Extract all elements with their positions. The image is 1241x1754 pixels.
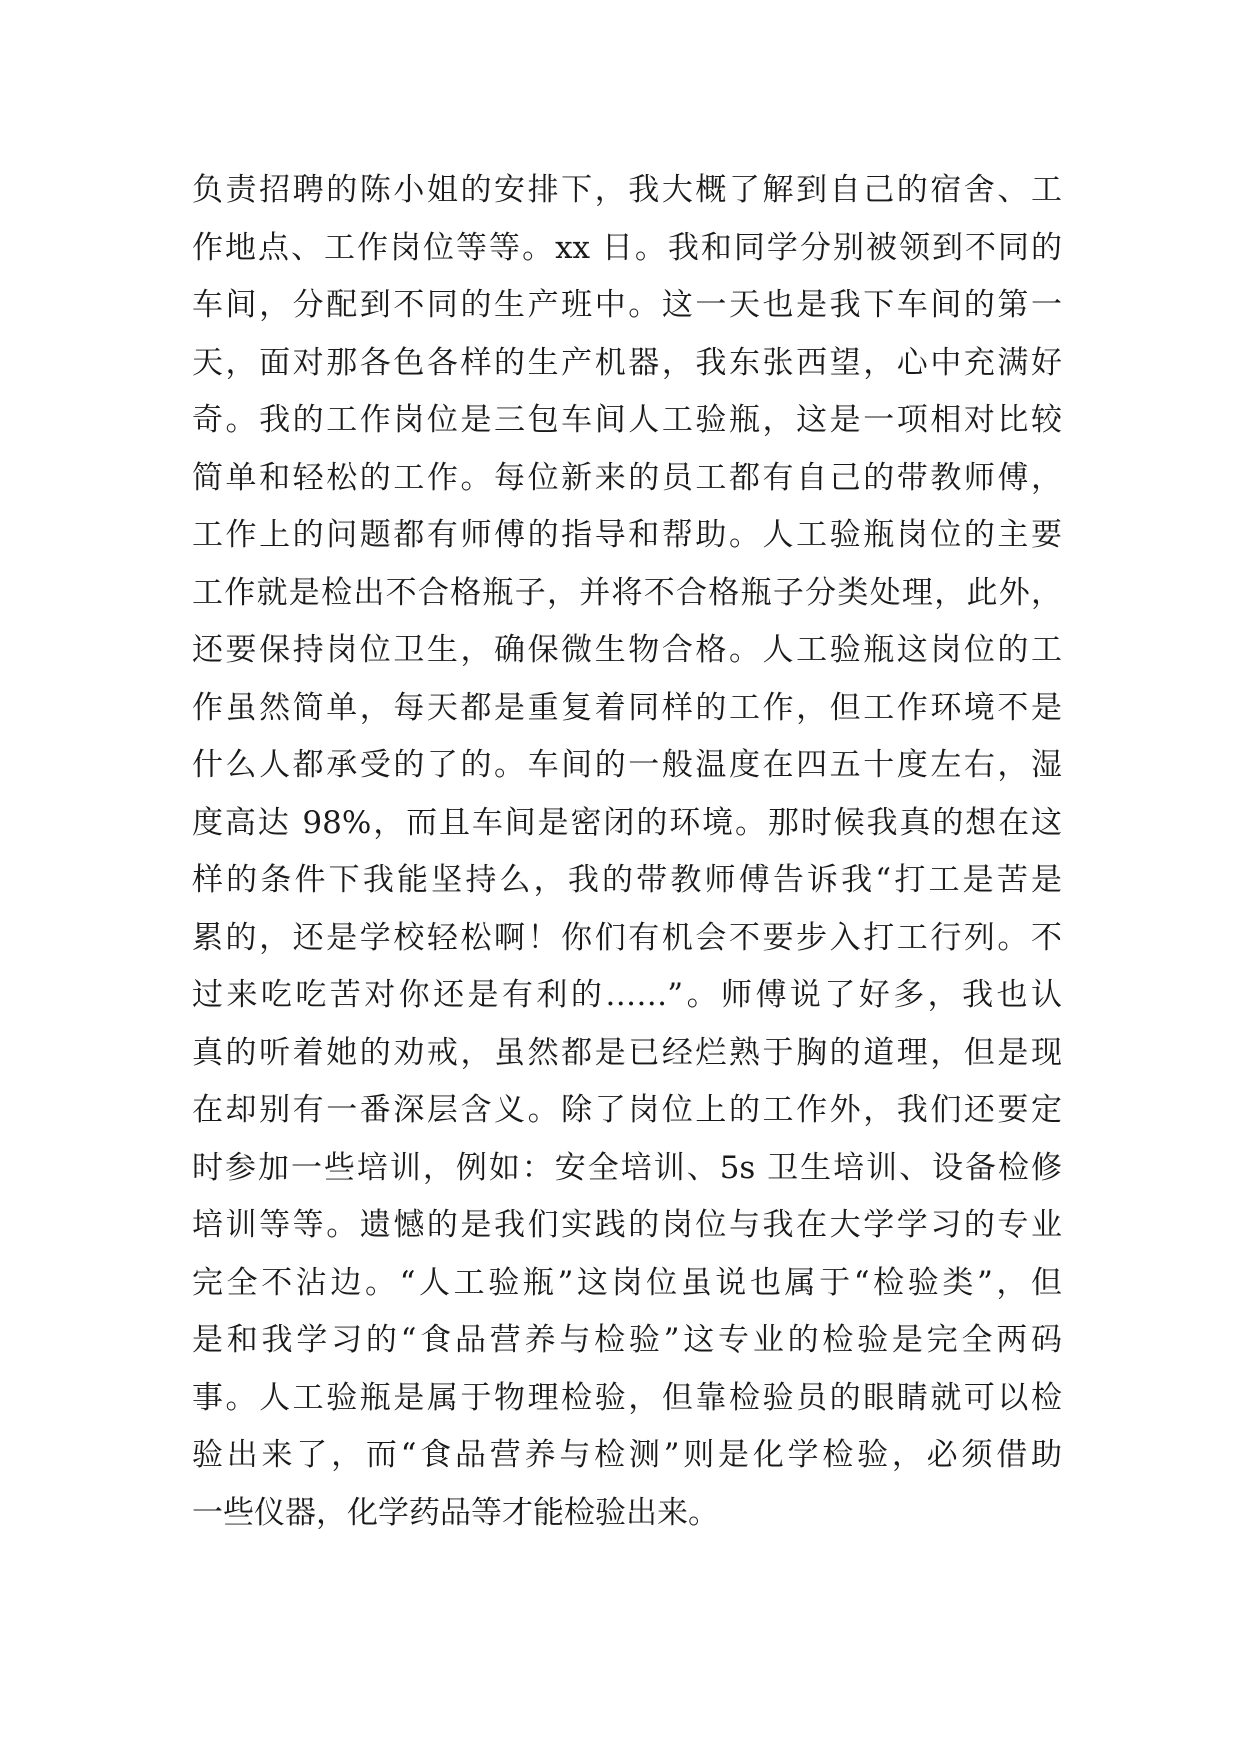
text-line: 是和我学习的“食品营养与检验”这专业的检验是完全两码 xyxy=(192,1322,1062,1358)
text-line: 负责招聘的陈小姐的安排下，我大概了解到自己的宿舍、工 xyxy=(192,172,1062,208)
text-line: 累的，还是学校轻松啊！你们有机会不要步入打工行列。不 xyxy=(192,919,1062,956)
text-line: 过来吃吃苦对你还是有利的……”。师傅说了好多，我也认 xyxy=(192,977,1062,1013)
text-line: 事。人工验瓶是属于物理检验，但靠检验员的眼睛就可以检 xyxy=(192,1379,1062,1416)
text-line: 还要保持岗位卫生，确保微生物合格。人工验瓶这岗位的工 xyxy=(192,632,1062,668)
text-line: 简单和轻松的工作。每位新来的员工都有自己的带教师傅， xyxy=(192,459,1062,496)
text-line: 完全不沾边。“人工验瓶”这岗位虽说也属于“检验类”，但 xyxy=(192,1264,1062,1301)
text-line: 什么人都承受的了的。车间的一般温度在四五十度左右，湿 xyxy=(192,747,1062,783)
text-line: 在却别有一番深层含义。除了岗位上的工作外，我们还要定 xyxy=(192,1092,1062,1128)
text-line: 作地点、工作岗位等等。xx 日。我和同学分别被领到不同的 xyxy=(192,229,1062,266)
text-line: 时参加一些培训，例如：安全培训、5s 卫生培训、设备检修 xyxy=(192,1149,1062,1186)
text-line: 天，面对那各色各样的生产机器，我东张西望，心中充满好 xyxy=(192,344,1062,381)
text-line: 工作就是检出不合格瓶子，并将不合格瓶子分类处理，此外， xyxy=(192,574,1062,611)
text-line: 奇。我的工作岗位是三包车间人工验瓶，这是一项相对比较 xyxy=(192,402,1062,438)
text-line: 验出来了，而“食品营养与检测”则是化学检验，必须借助 xyxy=(192,1437,1062,1473)
text-line: 样的条件下我能坚持么，我的带教师傅告诉我“打工是苦是 xyxy=(192,862,1062,898)
text-line: 一些仪器，化学药品等才能检验出来。 xyxy=(192,1494,719,1531)
body-paragraph xyxy=(192,162,1062,1542)
text-line: 培训等等。遗憾的是我们实践的岗位与我在大学学习的专业 xyxy=(192,1207,1062,1243)
text-line: 真的听着她的劝戒，虽然都是已经烂熟于胸的道理，但是现 xyxy=(192,1034,1062,1071)
text-line: 车间，分配到不同的生产班中。这一天也是我下车间的第一 xyxy=(192,287,1062,323)
text-line: 工作上的问题都有师傅的指导和帮助。人工验瓶岗位的主要 xyxy=(192,517,1062,553)
text-line: 作虽然简单，每天都是重复着同样的工作，但工作环境不是 xyxy=(192,689,1062,726)
text-line: 度高达 98%，而且车间是密闭的环境。那时候我真的想在这 xyxy=(192,804,1062,841)
